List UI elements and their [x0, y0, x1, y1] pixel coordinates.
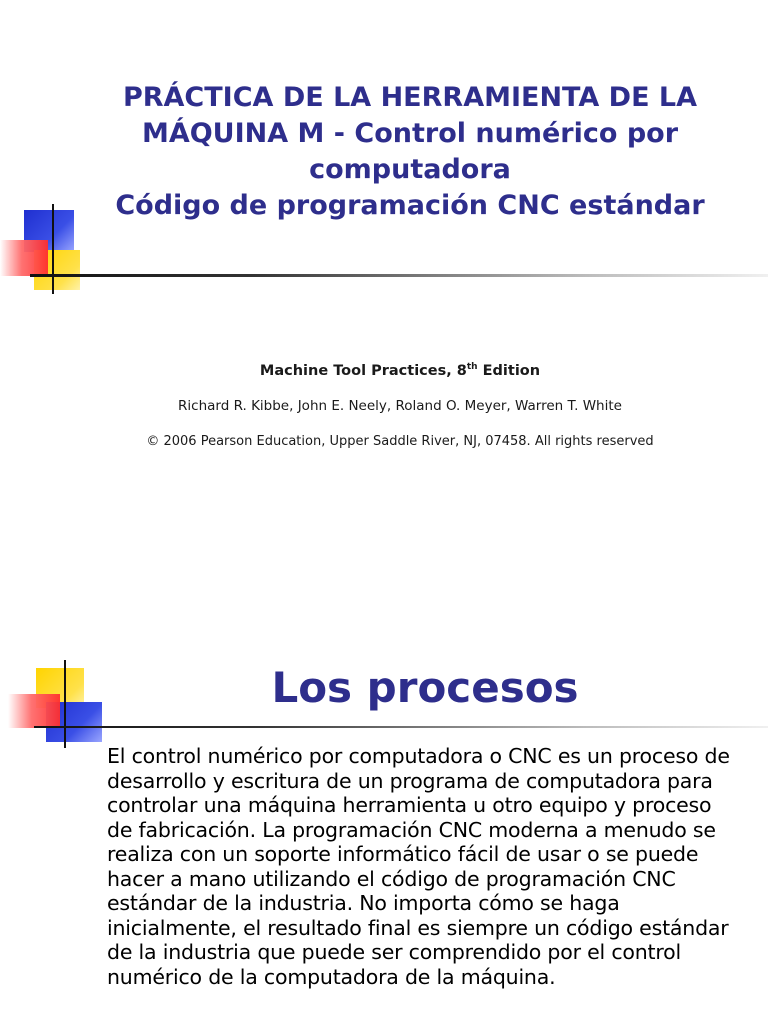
title-line: computadora: [309, 154, 511, 185]
title-line: PRÁCTICA DE LA HERRAMIENTA DE LA: [122, 82, 698, 113]
title-line: Código de programación CNC estándar: [115, 190, 705, 221]
book-title: Machine Tool Practices, 8th Edition: [259, 362, 541, 379]
slide-content: [0, 630, 768, 1024]
slide-title-heading: [60, 80, 760, 224]
title-line: MÁQUINA M - Control numérico por: [141, 118, 679, 149]
slide-heading: Los procesos: [271, 663, 579, 712]
body-text: El control numérico por computadora o CNC es un proceso de desarrollo y escritura de un programa de computadora para controlar una máquina herramienta u otro equipo y proceso de fabricación. La programación CNC moderna a menudo se realiza con un soporte informático fácil de usar o se puede hacer a mano utilizando el código de programación CNC estándar de la industria. No importa cómo se haga inicialmente, el resultado final es siempre un código estándar de la industria que puede ser comprendido por el control numérico de la computadora de la máquina.: [107, 744, 730, 989]
title-rule: [30, 274, 768, 277]
authors: Richard R. Kibbe, John E. Neely, Roland O. Meyer, Warren T. White: [178, 398, 622, 414]
copyright: © 2006 Pearson Education, Upper Saddle River, NJ, 07458. All rights reserved: [146, 434, 654, 449]
title-rule: [34, 726, 768, 728]
